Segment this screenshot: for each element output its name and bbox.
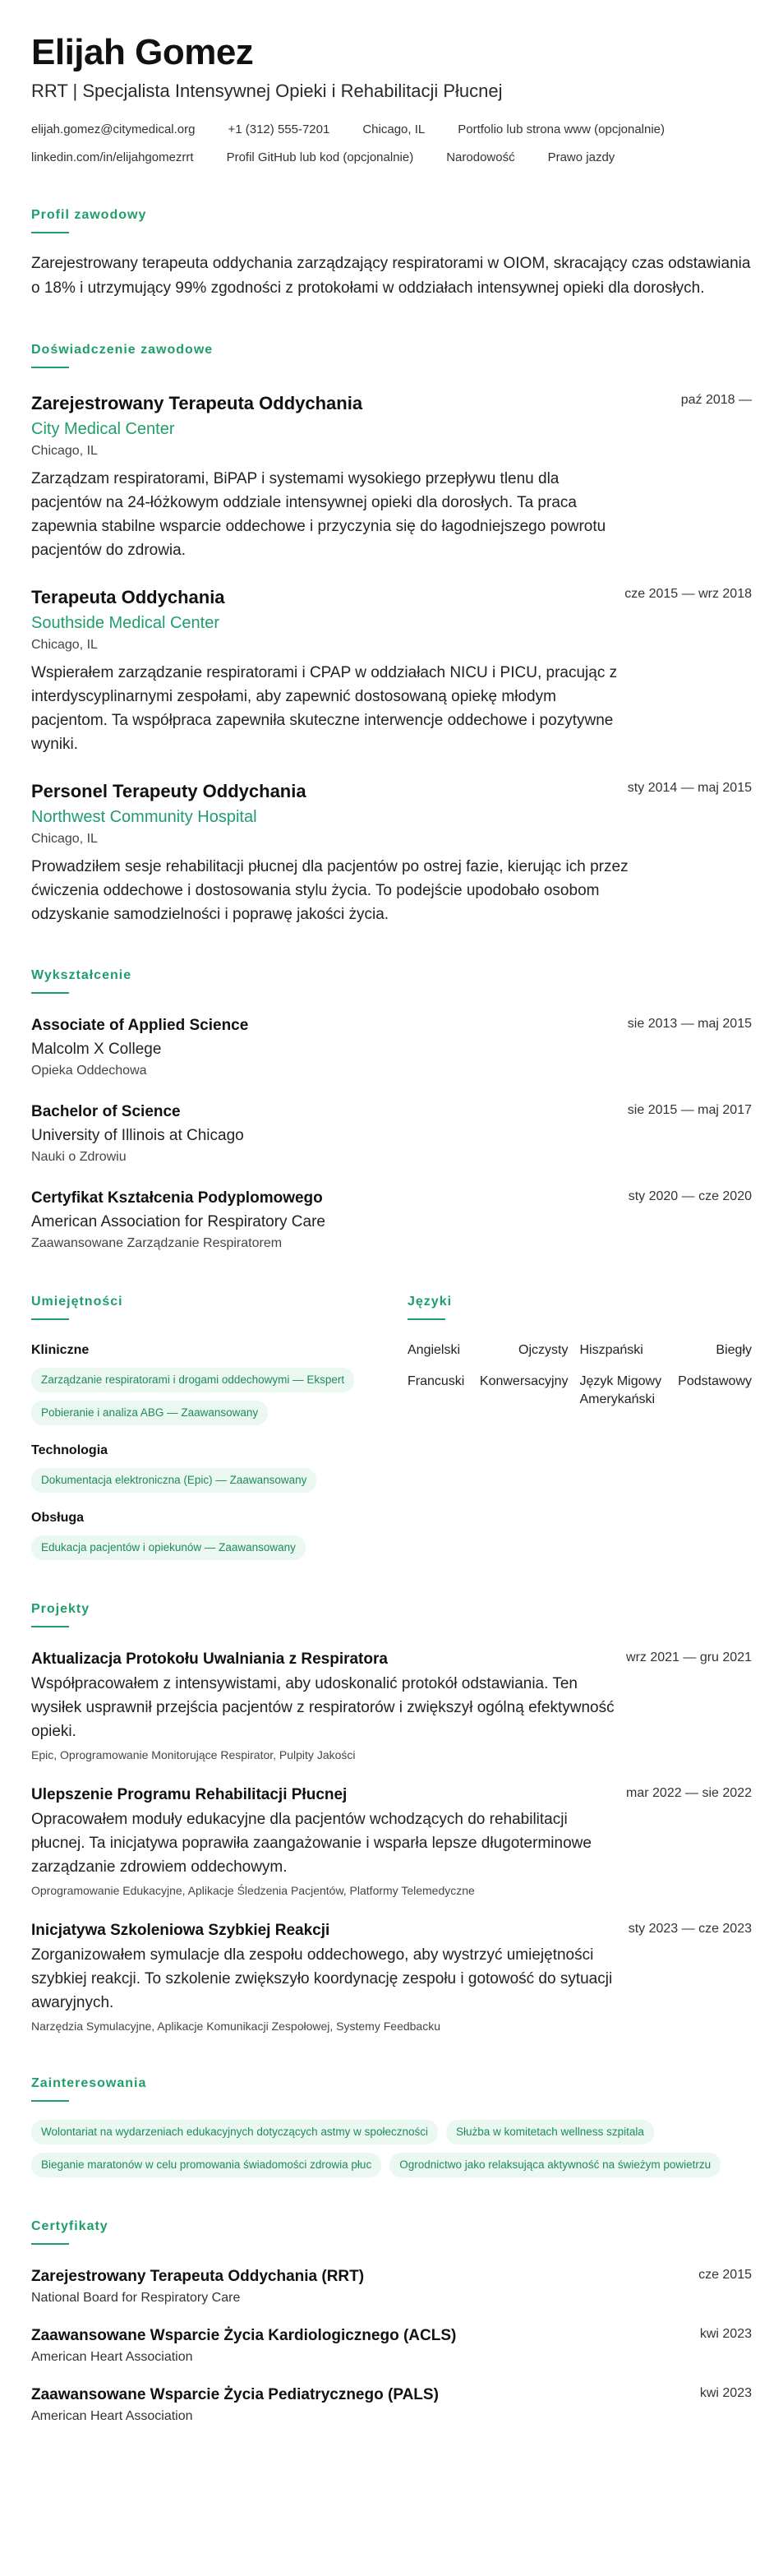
job-title: Terapeuta Oddychania [31,587,225,607]
contact-phone[interactable]: +1 (312) 555-7201 [228,122,330,136]
section-title-experience: Doświadczenie zawodowe [31,343,214,357]
interest-tag: Bieganie maratonów w celu promowania świadomości zdrowia płuc [31,2153,381,2177]
skills-languages-row [31,1294,752,1560]
job-entry [31,391,752,562]
certificates-section [31,2218,752,2426]
contact-nationality: Narodowość [446,150,515,164]
project-technologies: Epic, Oprogramowanie Monitorujące Respirator, Pulpity Jakości [31,1748,356,1761]
contact-email[interactable]: elijah.gomez@citymedical.org [31,122,196,136]
section-title-skills: Umiejętności [31,1295,123,1309]
resume-header [31,31,752,166]
section-title-education: Wykształcenie [31,968,132,982]
education-entry [31,1101,752,1166]
job-location: Chicago, IL [31,638,98,652]
job-company: Northwest Community Hospital [31,808,257,826]
education-field: Opieka Oddechowa [31,1064,147,1078]
project-date: sty 2023 — cze 2023 [628,1922,752,1936]
project-description: Zorganizowałem symulacje dla zespołu oddechowego, aby wystrzyć umiejętności szybkiej reakcji. To szkolenie zwiększyło koordynację zespołu i gotowość do sytuacji awaryjnych. [31,1946,613,2011]
language-row [408,1373,752,1409]
skill-tags [31,1468,408,1493]
language-name: Język Migowy Amerykański [579,1374,662,1406]
job-title: Personel Terapeuty Oddychania [31,781,306,801]
job-date: cze 2015 — wrz 2018 [624,587,752,601]
certificate-title: Zaawansowane Wsparcie Życia Kardiologicznego (ACLS) [31,2327,457,2344]
certificate-date: kwi 2023 [699,2386,752,2400]
education-degree: Certyfikat Kształcenia Podyplomowego [31,1189,323,1207]
project-technologies: Narzędzia Symulacyjne, Aplikacje Komunikacji Zespołowej, Systemy Feedbacku [31,2020,440,2033]
skill-tag: Edukacja pacjentów i opiekunów — Zaawansowany [31,1535,306,1560]
contact-github[interactable]: Profil GitHub lub kod (opcjonalnie) [226,150,414,164]
skill-category: Kliniczne [31,1343,90,1357]
interest-tags [31,2120,752,2177]
skill-tag: Zarządzanie respiratorami i drogami oddechowymi — Ekspert [31,1368,354,1392]
language-row [408,1341,752,1360]
language-level: Konwersacyjny [479,1374,569,1388]
section-title-languages: Języki [408,1295,453,1309]
language-item [408,1341,580,1360]
job-company: City Medical Center [31,420,175,438]
contact-list [31,122,752,166]
education-school: American Association for Respiratory Care [31,1213,325,1230]
contact-driving-license: Prawo jazdy [547,150,615,164]
section-divider [31,1318,69,1320]
job-title: Zarejestrowany Terapeuta Oddychania [31,393,363,413]
candidate-name: Elijah Gomez [31,32,254,72]
skill-tags [31,1535,408,1560]
section-divider [31,2100,69,2102]
language-item [580,1373,753,1409]
project-entry [31,1920,752,2034]
education-degree: Associate of Applied Science [31,1017,249,1034]
section-divider [31,1626,69,1627]
certificate-issuer: American Heart Association [31,2350,193,2364]
language-name: Angielski [408,1343,461,1357]
skill-category: Technologia [31,1443,108,1457]
certificate-entry [31,2384,752,2426]
contact-linkedin[interactable]: linkedin.com/in/elijahgomezrrt [31,150,194,164]
section-divider [408,1318,445,1320]
job-date: sty 2014 — maj 2015 [627,781,752,795]
skill-tags [31,1368,408,1425]
certificate-issuer: American Heart Association [31,2409,193,2423]
language-level: Podstawowy [678,1374,752,1388]
certificate-title: Zaawansowane Wsparcie Życia Pediatrycznego (PALS) [31,2386,439,2403]
education-date: sie 2013 — maj 2015 [627,1017,752,1031]
project-description: Współpracowałem z intensywistami, aby udoskonalić protokół odstawiania. Ten wysiłek usprawnił przejścia pacjentów z respiratorów i zwiększył ogólną efektywność opieki. [31,1675,615,1740]
section-divider [31,367,69,368]
project-date: mar 2022 — sie 2022 [626,1786,752,1800]
contact-location: Chicago, IL [362,122,426,136]
job-description: Prowadziłem sesje rehabilitacji płucnej dla pacjentów po ostrej fazie, kierując ich przez ćwiczenia oddechowe i dostosowania stylu życia. To podejście upodobało osobom odzyskanie samodzielności i poprawę jakości życia. [31,858,629,923]
skill-group [31,1341,408,1425]
section-divider [31,992,69,994]
job-description: Wspierałem zarządzanie respiratorami i CPAP w oddziałach NICU i PICU, pracując z interdyscyplinarnymi zespołami, aby zapewnić dostosowaną opiekę młodym pacjentom. Ta współpraca zapewniła skuteczne interwencje oddechowe i pozytywne wyniki. [31,664,618,753]
certificate-date: kwi 2023 [699,2327,752,2341]
language-name: Francuski [408,1374,465,1388]
language-level: Ojczysty [518,1343,569,1357]
interests-section [31,2075,752,2177]
project-description: Opracowałem moduły edukacyjne dla pacjentów wchodzących do rehabilitacji płucnej. Ta inicjatywa poprawiła zaangażowanie i wsparła lepsze długoterminowe zarządzanie zdrowiem oddechowym. [31,1811,592,1876]
job-location: Chicago, IL [31,832,98,846]
candidate-headline: RRT | Specjalista Intensywnej Opieki i Rehabilitacji Płucnej [31,81,503,101]
language-level: Biegły [716,1343,752,1357]
education-entry [31,1015,752,1080]
job-entry [31,585,752,756]
certificate-date: cze 2015 [698,2268,752,2282]
skill-group [31,1442,408,1493]
experience-section [31,342,752,926]
certificate-entry [31,2325,752,2366]
education-school: Malcolm X College [31,1041,162,1058]
skills-section [31,1294,408,1560]
section-title-profile: Profil zawodowy [31,208,147,222]
job-company: Southside Medical Center [31,614,220,632]
job-date: paź 2018 — [680,393,752,407]
project-entry [31,1784,752,1899]
language-item [580,1341,753,1360]
projects-section [31,1601,752,2034]
education-field: Zaawansowane Zarządzanie Respiratorem [31,1236,283,1250]
education-date: sty 2020 — cze 2020 [628,1189,752,1203]
education-field: Nauki o Zdrowiu [31,1150,127,1164]
interest-tag: Wolontariat na wydarzeniach edukacyjnych dotyczących astmy w społeczności [31,2120,438,2144]
project-date: wrz 2021 — gru 2021 [626,1650,752,1664]
job-location: Chicago, IL [31,444,98,458]
section-title-projects: Projekty [31,1602,90,1616]
education-degree: Bachelor of Science [31,1103,181,1120]
contact-portfolio[interactable]: Portfolio lub strona www (opcjonalnie) [458,122,666,136]
education-section [31,967,752,1253]
interest-tag: Służba w komitetach wellness szpitala [446,2120,654,2144]
education-school: University of Illinois at Chicago [31,1127,244,1144]
section-divider [31,2243,69,2245]
section-title-interests: Zainteresowania [31,2076,147,2090]
certificate-title: Zarejestrowany Terapeuta Oddychania (RRT) [31,2268,365,2285]
project-entry [31,1649,752,1763]
project-title: Ulepszenie Programu Rehabilitacji Płucnej [31,1786,348,1803]
languages-section [408,1294,752,1560]
skill-category: Obsługa [31,1511,85,1525]
section-divider [31,232,69,233]
profile-section [31,207,752,301]
profile-summary: Zarejestrowany terapeuta oddychania zarządzający respiratorami w OIOM, skracający czas odstawiania o 18% i utrzymujący 99% zgodności z protokołami w oddziałach intensywnej opieki dla dorosłych. [31,255,751,297]
project-title: Inicjatywa Szkoleniowa Szybkiej Reakcji [31,1922,330,1939]
certificate-issuer: National Board for Respiratory Care [31,2291,241,2305]
job-description: Zarządzam respiratorami, BiPAP i systemami wysokiego przepływu tlenu dla pacjentów na 24-łóżkowym oddziale intensywnej opieki dla dorosłych. Ta praca zapewnia stabilne wsparcie oddechowe i przyczynia się do łagodniejszego powrotu pacjentów do zdrowia. [31,470,606,559]
skill-tag: Pobieranie i analiza ABG — Zaawansowany [31,1401,268,1425]
language-name: Hiszpański [579,1343,643,1357]
skill-tag: Dokumentacja elektroniczna (Epic) — Zaawansowany [31,1468,316,1493]
skill-group [31,1509,408,1560]
section-title-certificates: Certyfikaty [31,2219,108,2233]
project-title: Aktualizacja Protokołu Uwalniania z Respiratora [31,1650,388,1668]
education-date: sie 2015 — maj 2017 [627,1103,752,1117]
project-technologies: Oprogramowanie Edukacyjne, Aplikacje Śledzenia Pacjentów, Platformy Telemedyczne [31,1884,475,1897]
job-entry [31,779,752,926]
language-item [408,1373,580,1409]
interest-tag: Ogrodnictwo jako relaksująca aktywność na świeżym powietrzu [389,2153,721,2177]
education-entry [31,1188,752,1253]
certificate-entry [31,2266,752,2307]
